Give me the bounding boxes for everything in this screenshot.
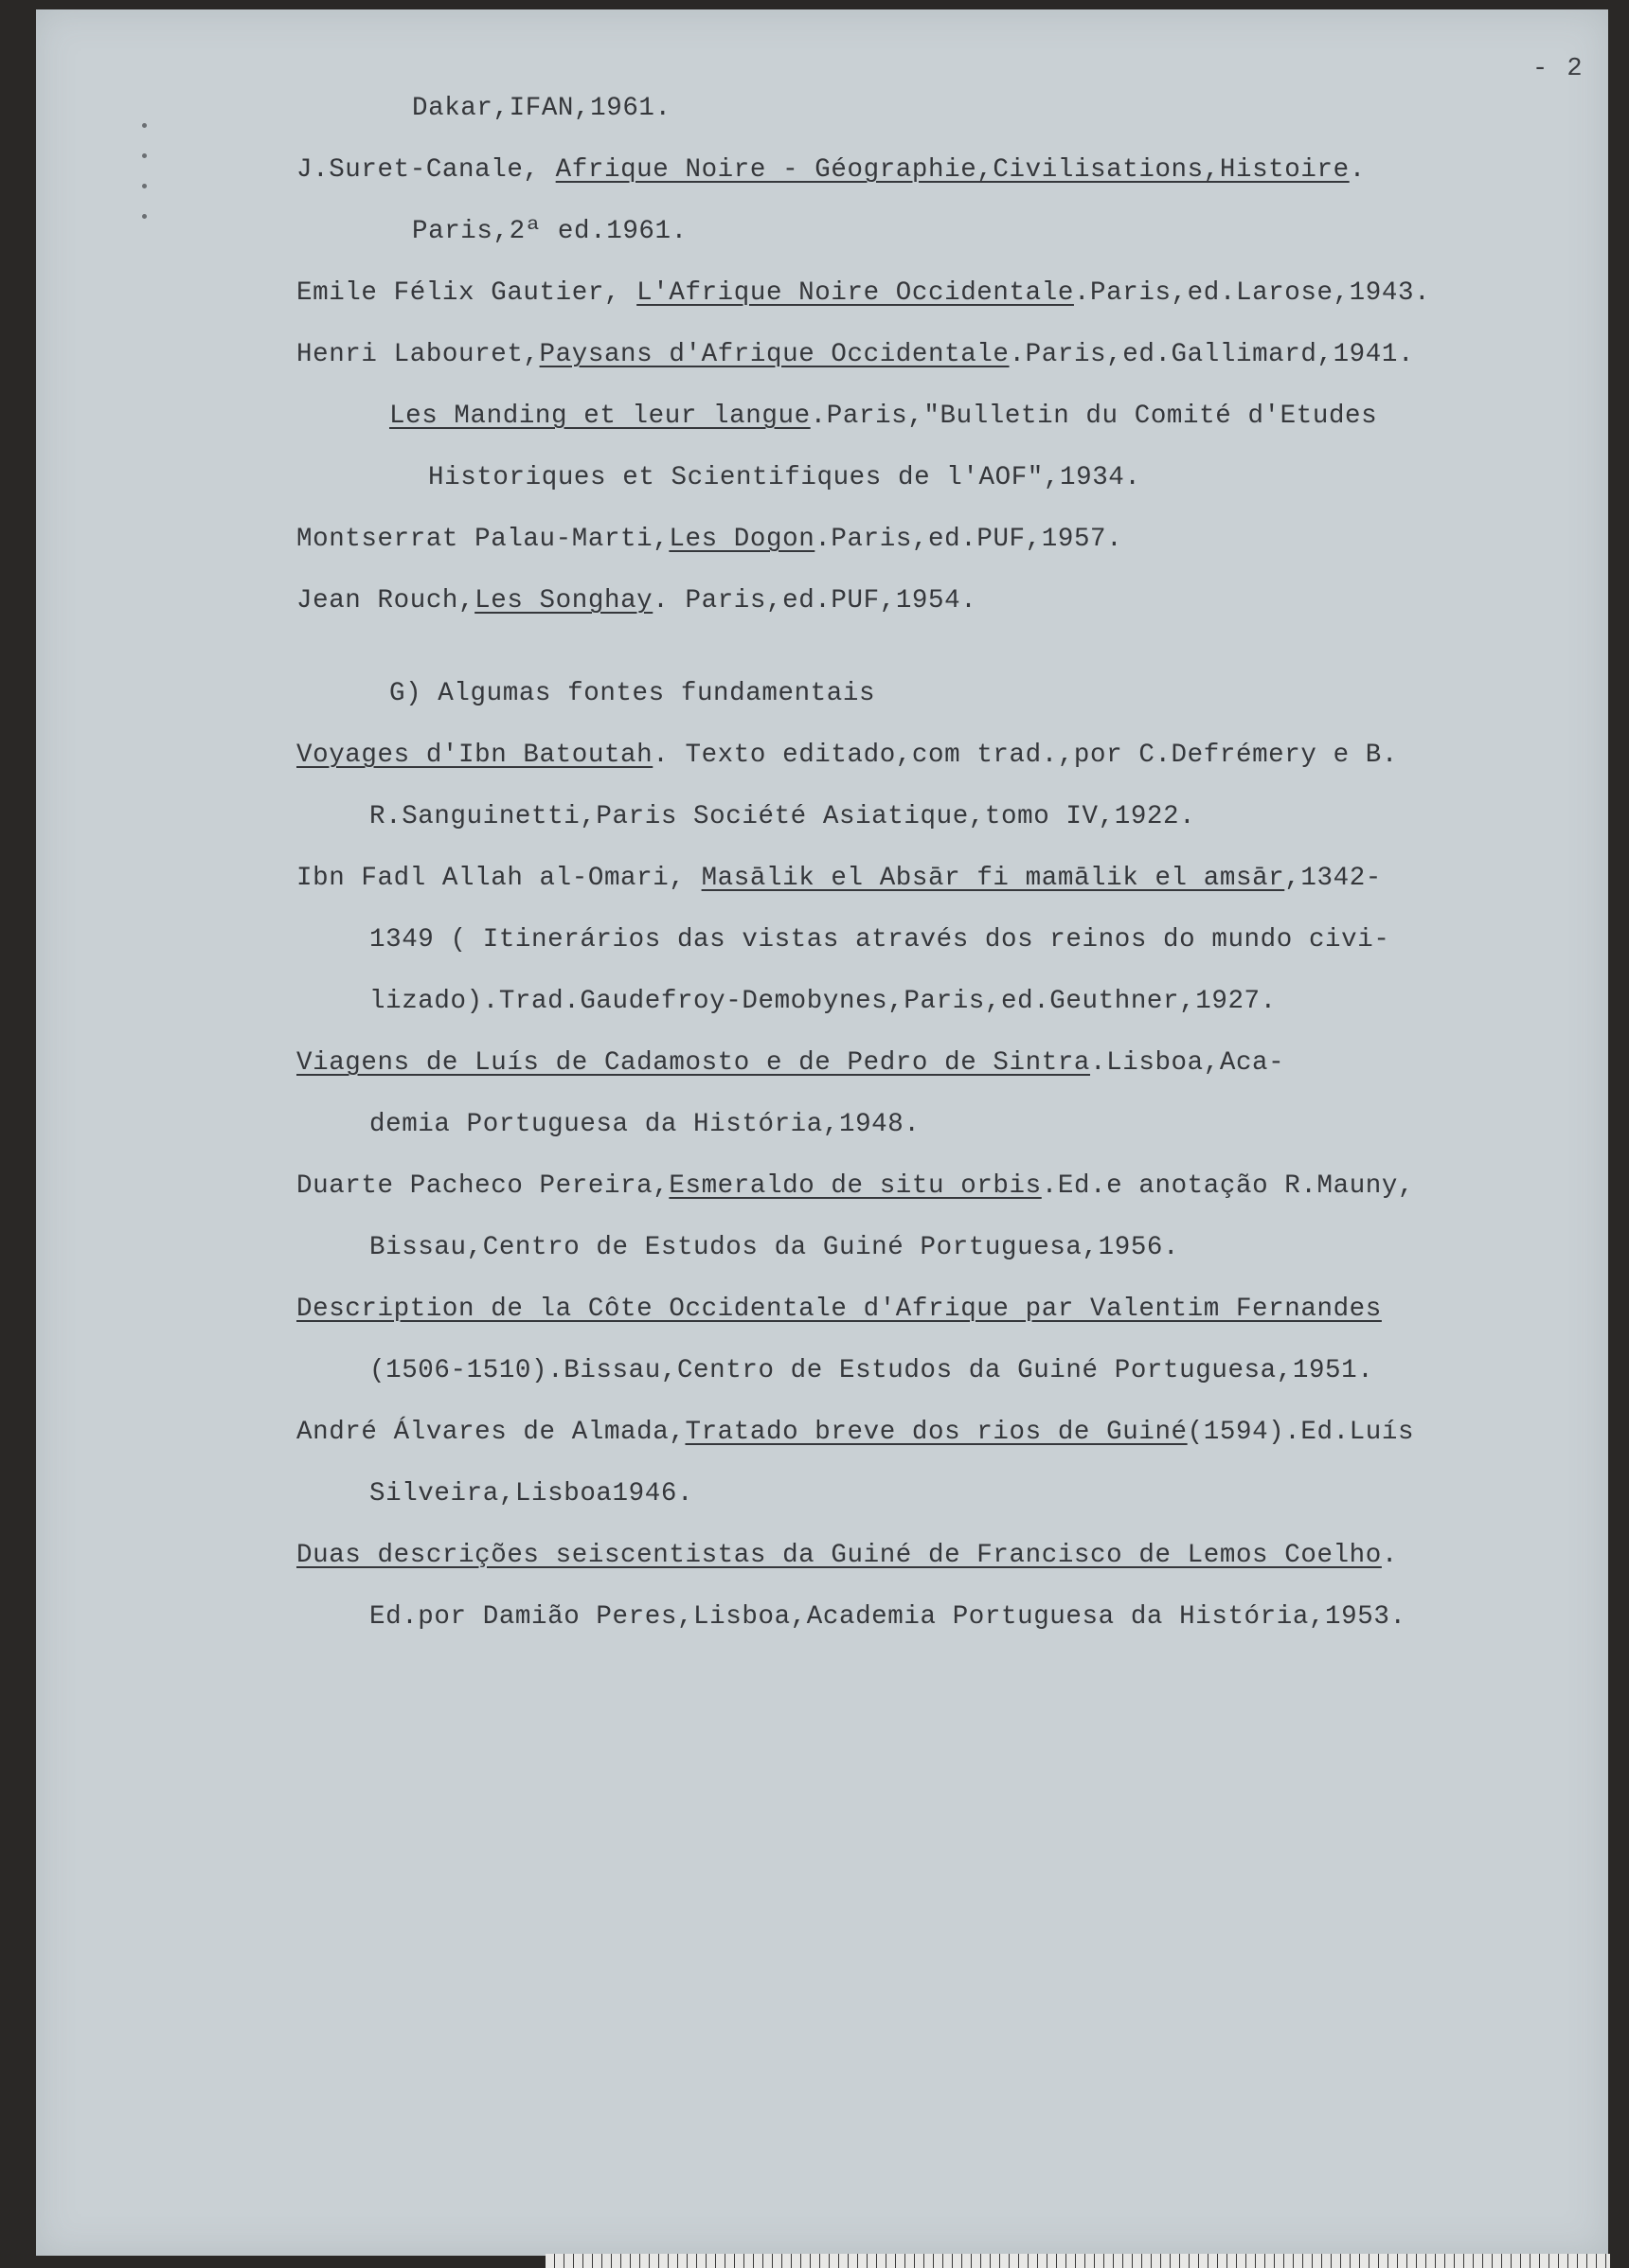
citation-text: ,1342-	[1284, 864, 1382, 893]
bibliography-line	[296, 1294, 1382, 1326]
citation-text: Dakar,IFAN,1961.	[412, 94, 671, 123]
document-page	[36, 9, 1608, 2256]
citation-text: R.Sanguinetti,Paris Société Asiatique,tomo IV,1922.	[369, 802, 1196, 831]
citation-text: Henri Labouret,	[296, 340, 540, 369]
citation-text: .Paris,ed.PUF,1957.	[814, 525, 1123, 554]
citation-text: demia Portuguesa da História,1948.	[369, 1110, 921, 1139]
bibliography-line	[296, 154, 1366, 187]
underlined-title: Description de la Côte Occidentale d'Afrique par Valentim Fernandes	[296, 1295, 1382, 1324]
citation-text: .	[1381, 1541, 1398, 1570]
bibliography-line	[428, 462, 1141, 494]
scale-ruler	[546, 2254, 1610, 2268]
citation-text: (1506-1510).Bissau,Centro de Estudos da Guiné Portuguesa,1951.	[369, 1356, 1374, 1385]
bibliography-line	[296, 524, 1122, 556]
bibliography-line	[296, 339, 1414, 371]
underlined-title: Tratado breve dos rios de Guiné	[685, 1418, 1188, 1447]
underlined-title: Les Dogon	[669, 525, 815, 554]
bibliography-line	[412, 216, 688, 248]
citation-text: .Ed.e anotação R.Mauny,	[1041, 1171, 1415, 1201]
citation-text: Silveira,Lisboa1946.	[369, 1479, 694, 1509]
citation-text: J.Suret-Canale,	[296, 155, 556, 185]
underlined-title: Masālik el Absār fi mamālik el amsār	[701, 864, 1285, 893]
bibliography-line	[296, 740, 1398, 772]
citation-text: . Paris,ed.PUF,1954.	[653, 586, 977, 616]
citation-text: Bissau,Centro de Estudos da Guiné Portuguesa,1956.	[369, 1233, 1180, 1262]
page-number: - 2	[1532, 55, 1584, 83]
citation-text: .Paris,ed.Gallimard,1941.	[1009, 340, 1415, 369]
section-heading	[389, 678, 875, 710]
citation-text: Ibn Fadl Allah al-Omari,	[296, 864, 702, 893]
underlined-title: Les Manding et leur langue	[389, 402, 811, 431]
bibliography-line	[296, 1047, 1284, 1080]
bibliography-line	[296, 585, 976, 617]
citation-text: .Lisboa,Aca-	[1090, 1048, 1285, 1078]
bibliography-line	[369, 986, 1277, 1018]
underlined-title: Viagens de Luís de Cadamosto e de Pedro de Sintra	[296, 1048, 1091, 1078]
citation-text: .	[1349, 155, 1366, 185]
citation-text: 1349 ( Itinerários das vistas através dos reinos do mundo civi-	[369, 925, 1390, 955]
underlined-title: Paysans d'Afrique Occidentale	[539, 340, 1010, 369]
bibliography-line	[369, 924, 1389, 956]
citation-text: Montserrat Palau-Marti,	[296, 525, 670, 554]
bibliography-line	[296, 1417, 1414, 1449]
bibliography-line	[389, 401, 1377, 433]
bibliography-line	[296, 1540, 1398, 1572]
citation-text: . Texto editado,com trad.,por C.Defrémery e B.	[653, 741, 1398, 770]
bibliography-line	[296, 277, 1430, 310]
bibliography-line	[296, 863, 1382, 895]
underlined-title: Esmeraldo de situ orbis	[669, 1171, 1042, 1201]
underlined-title: Voyages d'Ibn Batoutah	[296, 741, 653, 770]
underlined-title: L'Afrique Noire Occidentale	[636, 278, 1074, 308]
bibliography-line	[412, 93, 671, 125]
citation-text: .Paris,ed.Larose,1943.	[1073, 278, 1431, 308]
bibliography-line	[369, 1109, 921, 1141]
underlined-title: Duas descrições seiscentistas da Guiné de Francisco de Lemos Coelho	[296, 1541, 1382, 1570]
citation-text: lizado).Trad.Gaudefroy-Demobynes,Paris,ed.Geuthner,1927.	[369, 987, 1277, 1016]
citation-text: Ed.por Damião Peres,Lisboa,Academia Portuguesa da História,1953.	[369, 1602, 1406, 1632]
citation-text: G) Algumas fontes fundamentais	[389, 679, 876, 708]
bibliography-line	[369, 1601, 1406, 1634]
citation-text: Paris,2ª ed.1961.	[412, 217, 688, 246]
underlined-title: Afrique Noire - Géographie,Civilisations,Histoire	[555, 155, 1350, 185]
citation-text: (1594).Ed.Luís	[1187, 1418, 1415, 1447]
citation-text: Emile Félix Gautier,	[296, 278, 637, 308]
citation-text: Historiques et Scientifiques de l'AOF",1934.	[428, 463, 1141, 492]
bibliography-line	[369, 1478, 693, 1510]
underlined-title: Les Songhay	[474, 586, 653, 616]
bibliography-line	[369, 1355, 1373, 1387]
citation-text: André Álvares de Almada,	[296, 1418, 686, 1447]
bibliography-line	[369, 1232, 1179, 1264]
bibliography-line	[296, 1170, 1414, 1203]
bibliography-line	[369, 801, 1195, 833]
citation-text: Jean Rouch,	[296, 586, 475, 616]
binding-hole-marks	[142, 123, 153, 237]
citation-text: .Paris,"Bulletin du Comité d'Etudes	[810, 402, 1378, 431]
citation-text: Duarte Pacheco Pereira,	[296, 1171, 670, 1201]
